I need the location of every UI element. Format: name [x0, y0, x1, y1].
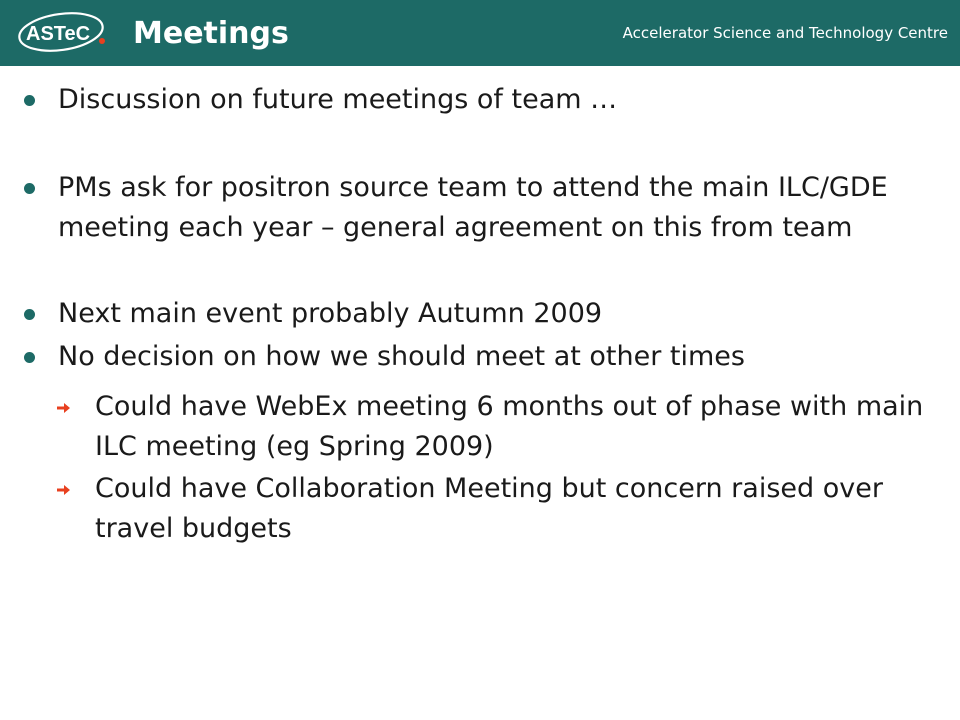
- bullet-dot-icon: [24, 95, 35, 106]
- bullet-text: No decision on how we should meet at other times: [58, 341, 745, 372]
- bullet-item: [58, 294, 938, 334]
- bullet-text: PMs ask for positron source team to attend the main ILC/GDE meeting each year – general agreement on this from team: [58, 172, 888, 243]
- right-arrow-icon: [57, 402, 71, 414]
- bullet-item: [58, 80, 938, 120]
- right-arrow-icon: [57, 484, 71, 496]
- sub-bullet-item: [95, 387, 945, 467]
- bullet-dot-icon: [24, 309, 35, 320]
- bullet-dot-icon: [24, 183, 35, 194]
- organization-name: Accelerator Science and Technology Centre: [622, 24, 948, 42]
- bullet-item: [58, 168, 938, 248]
- sub-bullet-text: Could have WebEx meeting 6 months out of phase with main ILC meeting (eg Spring 2009): [95, 391, 924, 462]
- bullet-text: Next main event probably Autumn 2009: [58, 298, 603, 329]
- bullet-dot-icon: [24, 352, 35, 363]
- logo-text: ASTeC: [26, 23, 91, 45]
- sub-bullet-item: [95, 469, 945, 549]
- bullet-text: Discussion on future meetings of team …: [58, 84, 618, 115]
- bullet-item: [58, 337, 938, 377]
- sub-bullet-text: Could have Collaboration Meeting but concern raised over travel budgets: [95, 473, 883, 544]
- slide-title: Meetings: [133, 16, 289, 51]
